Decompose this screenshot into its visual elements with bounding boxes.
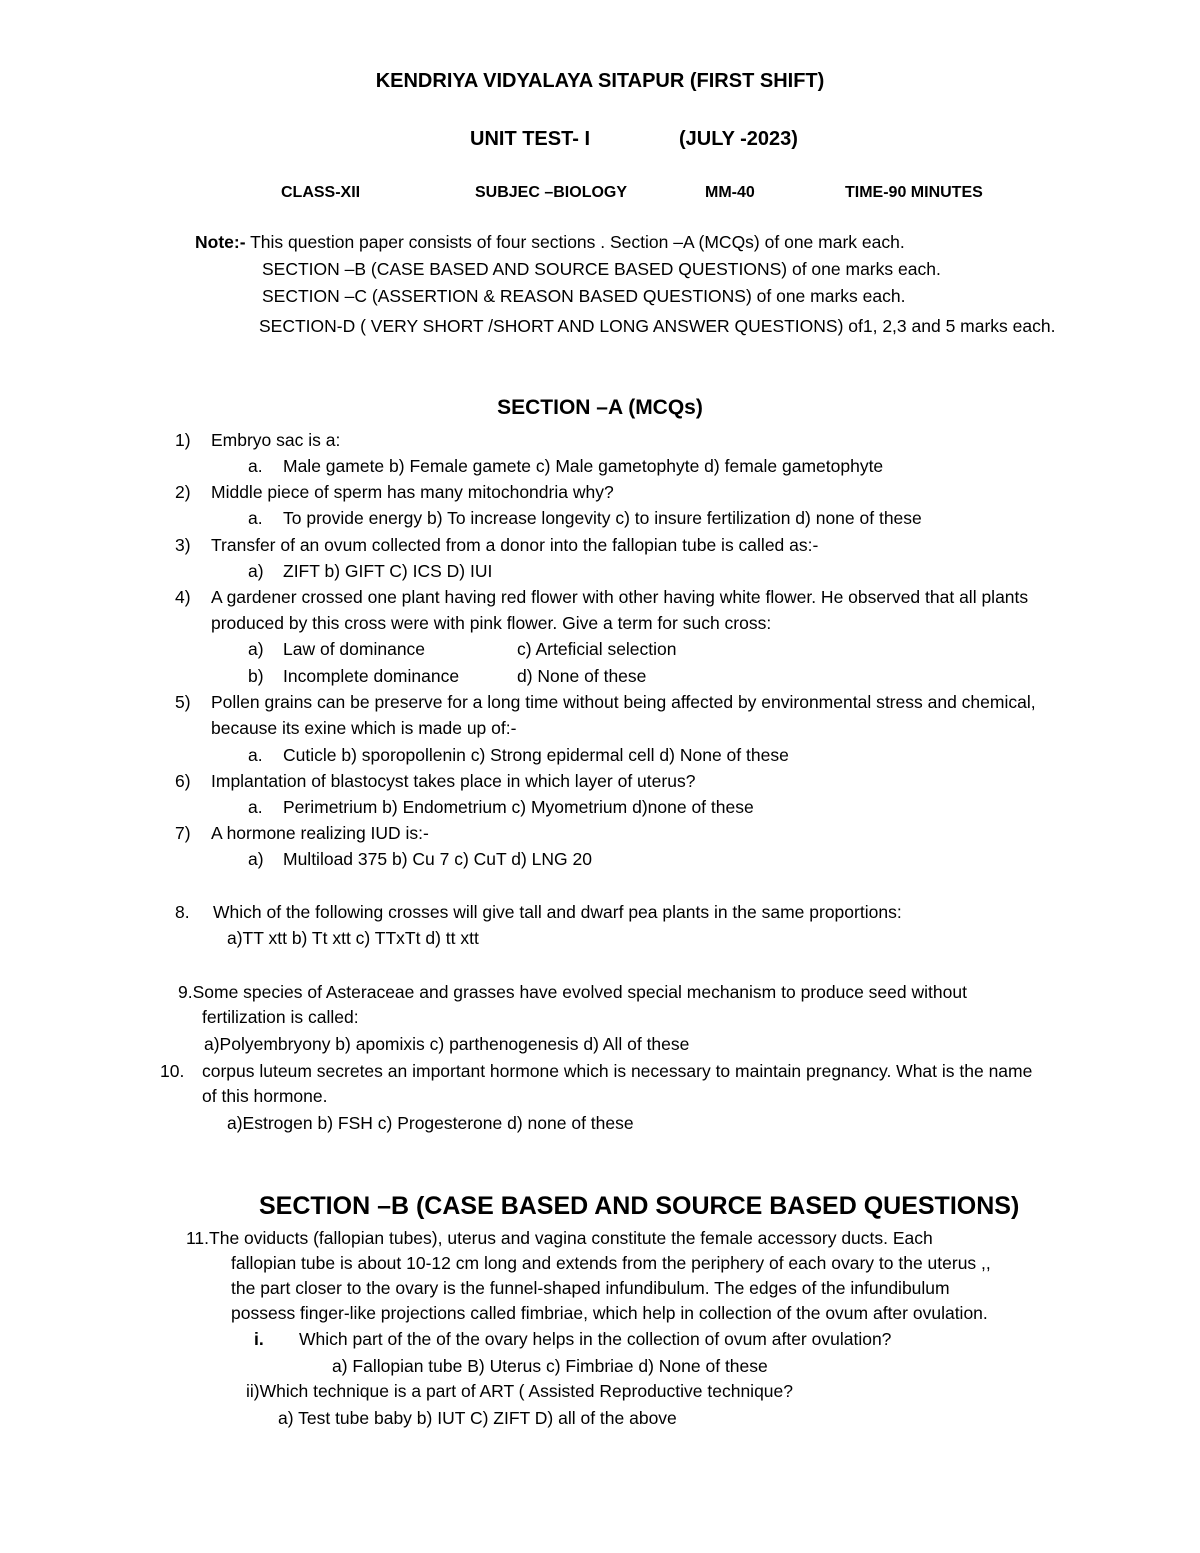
time-label: TIME-90 MINUTES: [845, 184, 983, 201]
q2-options: To provide energy b) To increase longevity c) to insure fertilization d) none of these: [283, 508, 922, 528]
q9-text-line-2: fertilization is called:: [202, 1007, 359, 1027]
note-line-1: [195, 232, 905, 253]
q8-options: a)TT xtt b) Tt xtt c) TTxTt d) tt xtt: [227, 928, 479, 948]
q11-passage-line-2: fallopian tube is about 10-12 cm long and extends from the periphery of each ovary to the uterus ,,: [231, 1253, 991, 1273]
test-name: UNIT TEST- I: [470, 128, 590, 150]
q1-number: 1): [175, 430, 191, 450]
q9-text-line-1: 9.Some species of Asteraceae and grasses have evolved special mechanism to produce seed without: [178, 982, 967, 1002]
class-label: CLASS-XII: [281, 184, 361, 201]
q2-text: Middle piece of sperm has many mitochondria why?: [211, 482, 614, 502]
q6-text: Implantation of blastocyst takes place in which layer of uterus?: [211, 771, 696, 791]
q5-text-line-1: Pollen grains can be preserve for a long time without being affected by environmental stress and chemical,: [211, 692, 1036, 712]
q5-number: 5): [175, 692, 191, 712]
subject-label: SUBJEC –BIOLOGY: [475, 184, 628, 201]
q7-text: A hormone realizing IUD is:-: [211, 823, 429, 843]
q11-sub-ii-text: ii)Which technique is a part of ART ( Assisted Reproductive technique?: [246, 1381, 794, 1401]
q3-number: 3): [175, 535, 191, 555]
section-a-title: SECTION –A (MCQs): [497, 396, 703, 419]
q4-option-b: Incomplete dominance: [283, 666, 460, 686]
q11-passage-line-1: 11.The oviducts (fallopian tubes), uterus and vagina constitute the female accessory ducts. Each: [186, 1228, 933, 1248]
q7-options: Multiload 375 b) Cu 7 c) CuT d) LNG 20: [283, 849, 592, 869]
q8-number: 8.: [175, 902, 190, 922]
max-marks: MM-40: [705, 184, 755, 201]
q4-option-a: Law of dominance: [283, 639, 426, 659]
q7-option-label: a): [248, 849, 264, 869]
q3-options: ZIFT b) GIFT C) ICS D) IUI: [283, 561, 493, 581]
q1-option-label: a.: [248, 456, 263, 476]
q10-number: 10.: [160, 1061, 185, 1081]
q5-option-label: a.: [248, 745, 263, 765]
q4-option-a-label: a): [248, 639, 264, 659]
q10-text-line-2: of this hormone.: [202, 1086, 328, 1106]
q4-option-d: d) None of these: [517, 666, 647, 686]
q4-option-b-label: b): [248, 666, 264, 686]
note-text: This question paper consists of four sections . Section –A (MCQs) of one mark each.: [245, 232, 905, 252]
q5-text-line-2: because its exine which is made up of:-: [211, 718, 517, 738]
q7-number: 7): [175, 823, 191, 843]
q3-text: Transfer of an ovum collected from a donor into the fallopian tube is called as:-: [211, 535, 819, 555]
note-line-3: SECTION –C (ASSERTION & REASON BASED QUESTIONS) of one marks each.: [262, 286, 906, 306]
q10-text-line-1: corpus luteum secretes an important hormone which is necessary to maintain pregnancy. What is the name: [202, 1061, 1033, 1081]
q11-sub-ii-options: a) Test tube baby b) IUT C) ZIFT D) all of the above: [278, 1408, 677, 1428]
q4-option-c: c) Arteficial selection: [517, 639, 677, 659]
note-label: Note:-: [195, 232, 246, 252]
note-line-2: SECTION –B (CASE BASED AND SOURCE BASED QUESTIONS) of one marks each.: [262, 259, 941, 279]
q11-passage-line-4: possess finger-like projections called fimbriae, which help in collection of the ovum after ovulation.: [231, 1303, 988, 1323]
q11-passage-line-3: the part closer to the ovary is the funnel-shaped infundibulum. The edges of the infundibulum: [231, 1278, 950, 1298]
note-line-4: SECTION-D ( VERY SHORT /SHORT AND LONG ANSWER QUESTIONS) of1, 2,3 and 5 marks each.: [259, 316, 1056, 336]
q5-options: Cuticle b) sporopollenin c) Strong epidermal cell d) None of these: [283, 745, 789, 765]
q2-option-label: a.: [248, 508, 263, 528]
q6-options: Perimetrium b) Endometrium c) Myometrium d)none of these: [283, 797, 754, 817]
q4-text-line-1: A gardener crossed one plant having red flower with other having white flower. He observed that all plants: [211, 587, 1029, 607]
q8-text: Which of the following crosses will give tall and dwarf pea plants in the same proportions:: [213, 902, 902, 922]
test-date: (JULY -2023): [679, 128, 798, 150]
q11-sub-i-text: Which part of the of the ovary helps in the collection of ovum after ovulation?: [299, 1329, 892, 1349]
q11-sub-i-number: i.: [254, 1329, 264, 1349]
school-name: KENDRIYA VIDYALAYA SITAPUR (FIRST SHIFT): [375, 70, 825, 92]
q6-number: 6): [175, 771, 191, 791]
q9-options: a)Polyembryony b) apomixis c) parthenogenesis d) All of these: [204, 1034, 690, 1054]
q11-sub-i-options: a) Fallopian tube B) Uterus c) Fimbriae d) None of these: [332, 1356, 768, 1376]
q4-number: 4): [175, 587, 191, 607]
q2-number: 2): [175, 482, 191, 502]
q1-text: Embryo sac is a:: [211, 430, 341, 450]
section-b-title: SECTION –B (CASE BASED AND SOURCE BASED QUESTIONS): [259, 1192, 1020, 1220]
q4-text-line-2: produced by this cross were with pink flower. Give a term for such cross:: [211, 613, 772, 633]
q1-options: Male gamete b) Female gamete c) Male gametophyte d) female gametophyte: [283, 456, 884, 476]
q3-option-label: a): [248, 561, 264, 581]
q10-options: a)Estrogen b) FSH c) Progesterone d) none of these: [227, 1113, 634, 1133]
q6-option-label: a.: [248, 797, 263, 817]
